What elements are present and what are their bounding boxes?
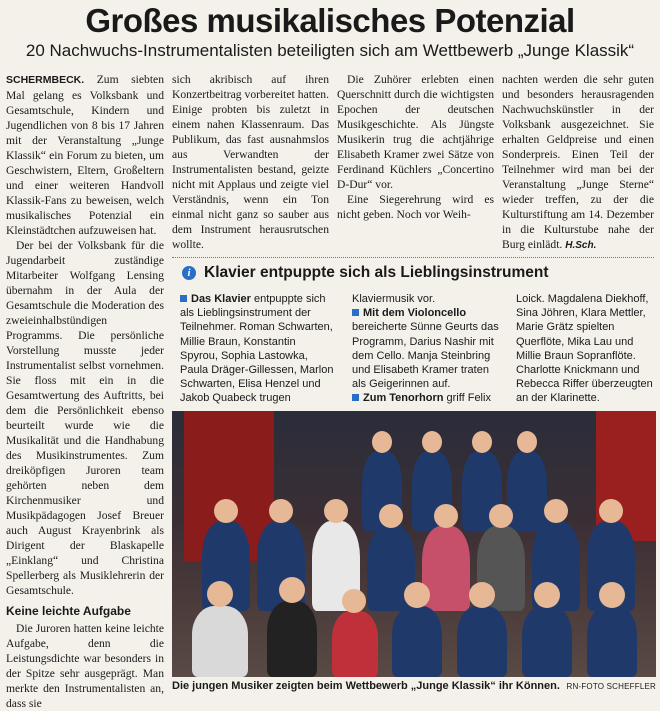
infobox-block-2	[352, 306, 502, 391]
article-column-4	[502, 72, 654, 257]
infobox-block-3	[352, 391, 502, 405]
musician-head	[599, 582, 625, 608]
musician-head	[469, 582, 495, 608]
article-column-2	[172, 72, 329, 257]
musician-head	[434, 504, 458, 528]
dateline: SCHERMBECK.	[6, 74, 85, 86]
musician	[522, 606, 572, 677]
musician-head	[207, 581, 233, 607]
bullet-icon	[352, 309, 359, 316]
musician-head	[342, 589, 366, 613]
musician	[192, 606, 248, 677]
musician-head	[379, 504, 403, 528]
musician-head	[517, 431, 537, 453]
musician-head	[599, 499, 623, 523]
article-column-1	[6, 72, 164, 710]
musician-head	[489, 504, 513, 528]
headline: Großes musikalisches Potenzial	[85, 2, 575, 39]
musician-head	[422, 431, 442, 453]
photo-caption	[172, 680, 656, 692]
subline: 20 Nachwuchs-Instrumentalisten beteiligten sich am Wettbewerb „Junge Klassik“	[25, 41, 635, 60]
musician	[507, 451, 547, 531]
paragraph-1-text: Zum siebten Mal gelang es Volksbank und Gesamtschule, Kindern und Jugendlichen von 8 bis 17 Jahren mit der Veranstaltung „Junge Klassik“ ein Forum zu bieten, um Geschwistern, Eltern, Großeltern und einer weiteren Handvoll Klassik-Fans zu beweisen, welch musikalisches Potenzial ein Kleinstädtchen aufzuweisen hat.	[6, 73, 164, 237]
info-icon: i	[182, 266, 196, 280]
musician	[392, 606, 442, 677]
musician-head	[404, 582, 430, 608]
infobox-divider	[172, 257, 654, 258]
infobox-lead-1: Das Klavier	[191, 293, 251, 305]
musician	[457, 606, 507, 677]
photo-credit: RN-FOTO SCHEFFLER	[566, 682, 656, 691]
infobox-text-2: bereicherte Sünne Geurts das Programm, Darius Nashir mit dem Cello. Manja Steinbring und Elisabeth Kramer traten als Geigerinnen auf.	[352, 321, 499, 391]
infobox-column-2	[352, 292, 502, 406]
paragraph-c3b: Eine Siegerehrung wird es nicht geben. Noch vor Weih-	[337, 193, 494, 221]
musician-head	[279, 577, 305, 603]
musician	[587, 606, 637, 677]
paragraph-c4	[502, 72, 654, 253]
musician-head	[214, 499, 238, 523]
musician-head	[269, 499, 293, 523]
caption-text: Die jungen Musiker zeigten beim Wettbewerb „Junge Klassik“ ihr Können.	[172, 680, 560, 692]
infobox-text-2-pre: Klaviermusik vor.	[352, 293, 436, 305]
infobox-column-1	[180, 292, 336, 406]
musician	[332, 611, 378, 677]
article-column-3	[337, 72, 494, 257]
paragraph-c3a: Die Zuhörer erlebten einen Querschnitt durch die wichtigsten Epochen der deutschen Musikgeschichte. Als Jüngste Musikerin trug die achtjährige Elisabeth Kramer zwei Sätze von Ferdinand Küchlers „Concertino D-Dur“ vor.	[337, 73, 494, 191]
infobox-title	[182, 264, 549, 282]
musician-head	[324, 499, 348, 523]
infobox-title-text: Klavier entpuppte sich als Lieblingsinstrument	[204, 264, 549, 281]
infobox-text-1: entpuppte sich als Lieblingsinstrument der Teilnehmer. Roman Schwarten, Millie Braun, Konstantin Spyrou, Sophia Lastowka, Paula Dräger-Gillessen, Marlon Schwarten, Elisa Henzel und Jakob Quabeck trugen	[180, 293, 334, 405]
paragraph-3: Die Juroren hatten keine leichte Aufgabe, denn die Leistungsdichte war besonders in der Spitze sehr ausgeprägt. Man merkte den Instrumentalisten an, dass sie	[6, 622, 164, 710]
paragraph-2: Der bei der Volksbank für die Jugendarbeit zuständige Mitarbeiter Wolfgang Lensing übernahm in der Aula der Gesamtschule die Moderation des zweieinhalbstündigen Programms. Die persönliche Vorstellung musste jeder Instrumentalist selbst vornehmen. Sie floss mit ein in die Gesamtwertung des Auftritts, bei dem die Persönlichkeit ebenso beurteilt wurde wie die Musikalität und die Handhabung des Musikinstrumentes. Zum dreiköpfigen Juroren team gehörten neben dem Kirchenmusiker und Musikpädagogen Josef Breuer auch August Krayenbrink als Dirigent der Blaskapelle „Einklang“ und Christina Spellerberg als Musiklehrerin der Gesamtschule.	[6, 239, 164, 597]
subheading: Keine leichte Aufgabe	[6, 604, 131, 618]
musician-head	[544, 499, 568, 523]
group-photo	[172, 411, 656, 677]
paragraph-1	[6, 72, 164, 238]
bullet-icon	[352, 394, 359, 401]
bullet-icon	[180, 295, 187, 302]
infobox-column-3: Loick. Magdalena Diekhoff, Sina Jöhren, Klara Mettler, Marie Grätz spielten Querflöte, Mika Lau und Millie Braun Sopranflöte. Charlotte Knickmann und Rebecca Riffer überzeugten an der Klarinette.	[516, 293, 653, 405]
infobox-lead-2: Mit dem Violoncello	[363, 307, 467, 320]
infobox-lead-3: Zum Tenorhorn	[363, 392, 444, 405]
musician	[267, 601, 317, 677]
musician-head	[372, 431, 392, 453]
musician-head	[534, 582, 560, 608]
infobox-text-3: griff Felix	[443, 392, 491, 405]
paragraph-c4-text: nachten werden die sehr guten und besonders herausragenden Nachwuchskünstler in der Volksbank ausgezeichnet. Sie erhalten Geldpreise und einen Sonderpreis. Einen Teil der Teilnehmer wird man bei der Veranstaltung „Junge Sterne“ wieder treffen, zu der die Kulturstiftung am 14. Dezember in die Kulturstube nahe der Burg einlädt.	[502, 73, 654, 251]
musician-head	[472, 431, 492, 453]
author: H.Sch.	[565, 240, 597, 251]
paragraph-c2: sich akribisch auf ihren Konzertbeitrag vorbereitet hatten. Einige probten bis zuletzt in einem nahen Klassenraum. Das Publikum, das fast ausnahmslos aus Verwandten der Instrumentalisten bestand, geizte nicht mit Applaus und zeigte viel Verständnis, wenn ein Ton einmal nicht ganz so sauber aus dem Instrument herausrutschen wollte.	[172, 73, 329, 251]
